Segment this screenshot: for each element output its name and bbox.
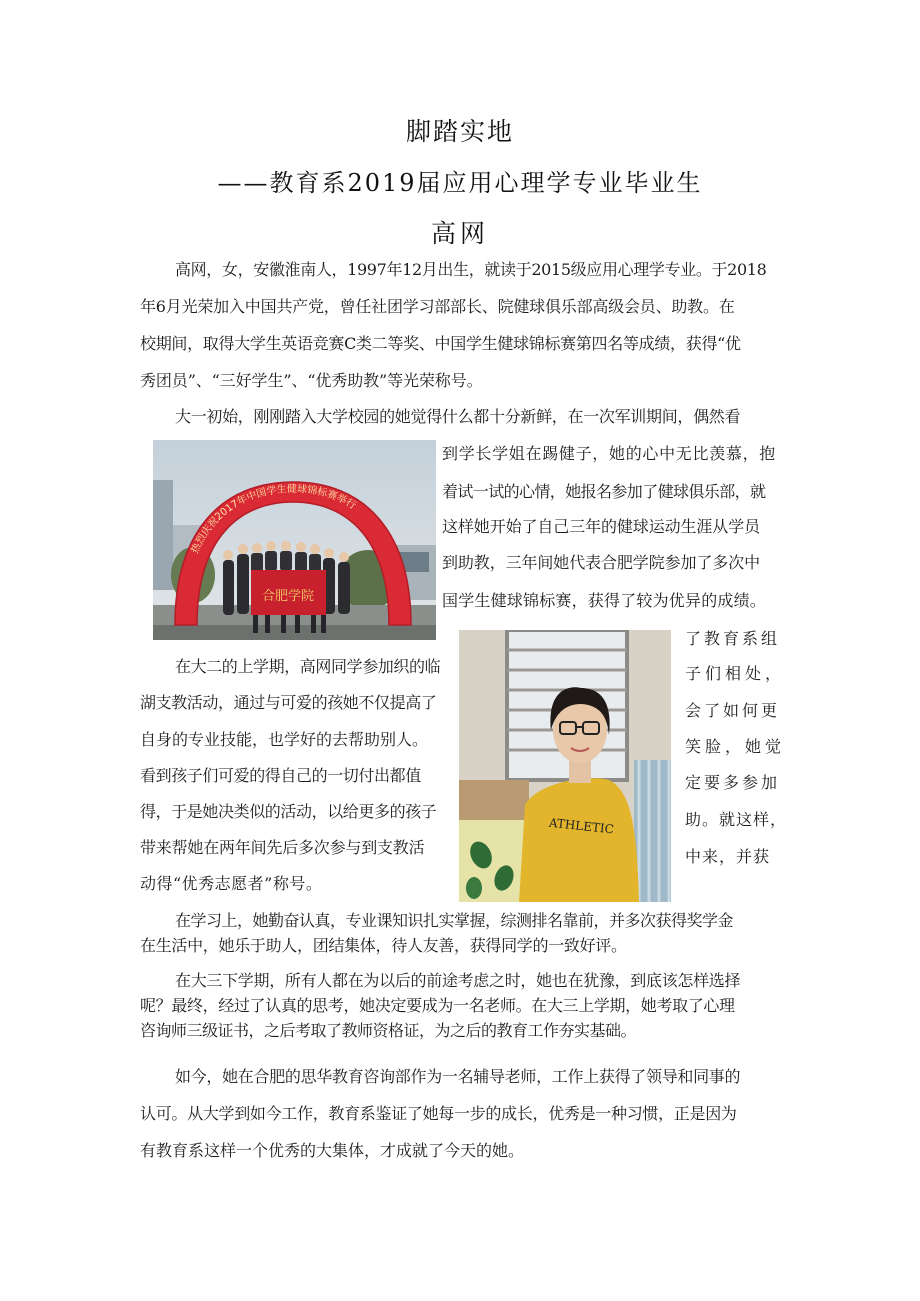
- paragraph-line: 大一初始，刚刚踏入大学校园的她觉得什么都十分新鲜，在一次军训期间，偶然看: [175, 407, 741, 426]
- paragraph-line: 自身的专业技能，也学好的去帮助别人。: [140, 730, 429, 749]
- paragraph-line: 这样她开始了自己三年的健球运动生涯从学员: [442, 517, 761, 536]
- article-subtitle: ——教育系2019届应用心理学专业毕业生: [217, 169, 703, 197]
- author-name: 高网: [430, 219, 489, 248]
- paragraph-line: 有教育系这样一个优秀的大集体，才成就了今天的她。: [140, 1141, 525, 1160]
- shirt-text: ATHLETIC: [548, 815, 615, 837]
- paragraph-line: 在学习上，她勤奋认真，专业课知识扎实掌握，综测排名靠前，并多次获得奖学金: [175, 911, 734, 930]
- paragraph-line: 会了如何更: [685, 701, 781, 720]
- paragraph-line: 助。就这样，: [685, 810, 788, 829]
- arch-text: 热烈庆祝2017年中国学生健球锦标赛举行: [189, 483, 358, 556]
- paragraph-line: 了教育系组: [685, 629, 781, 648]
- paragraph-line: 高网，女，安徽淮南人，1997年12月出生，就读于2015级应用心理学专业。于2018: [175, 260, 767, 279]
- paragraph-line: 子们相处，: [685, 664, 786, 683]
- paragraph-line: 校期间，取得大学生英语竞赛C类二等奖、中国学生健球锦标赛第四名等成绩，获得“优: [140, 334, 741, 353]
- paragraph-line: 到学长学姐在踢健子，她的心中无比羡慕，抱: [442, 444, 777, 463]
- paragraph-line: 如今，她在合肥的思华教育咨询部作为一名辅导老师，工作上获得了领导和同事的: [175, 1067, 741, 1086]
- paragraph-line: 中来，并获: [685, 847, 771, 866]
- article-title: 脚踏实地: [405, 117, 514, 146]
- paragraph-line: 带来帮她在两年间先后多次参与到支教活: [140, 838, 425, 857]
- paragraph-line: 到助教，三年间她代表合肥学院参加了多次中: [442, 553, 761, 572]
- paragraph-line: 在生活中，她乐于助人，团结集体，待人友善，获得同学的一致好评。: [140, 936, 627, 955]
- paragraph-line: 呢？最终，经过了认真的思考，她决定要成为一名老师。在大三上学期，她考取了心理: [140, 996, 735, 1015]
- paragraph-line: 国学生健球锦标赛，获得了较为优异的成绩。: [442, 591, 767, 610]
- paragraph-line: 定要多参加: [685, 773, 781, 792]
- banner-text: 合肥学院: [261, 589, 315, 604]
- paragraph-line: 看到孩子们可爱的得自己的一切付出都值: [140, 766, 421, 785]
- group-photo: [153, 440, 436, 640]
- paragraph-line: 咨询师三级证书，之后考取了教师资格证，为之后的教育工作夯实基础。: [140, 1021, 637, 1040]
- paragraph-line: 秀团员”、“三好学生”、“优秀助教”等光荣称号。: [140, 371, 483, 390]
- paragraph-line: 在大三下学期，所有人都在为以后的前途考虑之时，她也在犹豫，到底该怎样选择: [175, 971, 741, 990]
- paragraph-line: 认可。从大学到如今工作，教育系鉴证了她每一步的成长，优秀是一种习惯，正是因为: [140, 1104, 737, 1123]
- portrait-photo: [459, 630, 671, 902]
- paragraph-line: 年6月光荣加入中国共产党，曾任社团学习部部长、院健球俱乐部高级会员、助教。在: [140, 297, 735, 316]
- paragraph-line: 得，于是她决类似的活动，以给更多的孩子: [140, 802, 437, 821]
- paragraph-line: 笑脸，她觉: [685, 737, 786, 756]
- paragraph-line: 着试一试的心情，她报名参加了健球俱乐部，就: [442, 482, 766, 501]
- paragraph-line: 在大二的上学期，高网同学参加织的临: [175, 657, 441, 676]
- paragraph-line: 动得“优秀志愿者”称号。: [140, 874, 323, 893]
- paragraph-line: 湖支教活动，通过与可爱的孩她不仅提高了: [140, 693, 437, 712]
